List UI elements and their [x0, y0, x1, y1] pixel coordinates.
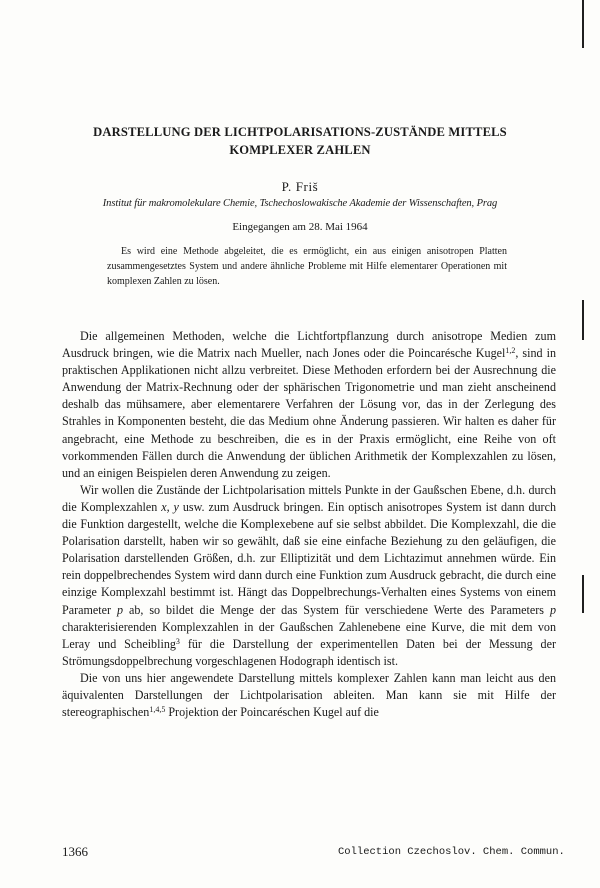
scan-edge-mark-top — [582, 0, 584, 48]
received-date: Eingegangen am 28. Mai 1964 — [232, 221, 368, 233]
author-affiliation: Institut für makromolekulare Chemie, Tschechoslowakische Akademie der Wissenschaften, Prag — [102, 198, 498, 209]
abstract-text: Es wird eine Methode abgeleitet, die es ermöglicht, ein aus einigen anisotropen Platten zusammengesetztes System und andere ähnliche Probleme mit Hilfe elementarer Operationen mit komplexen Zahlen zu lösen. — [107, 246, 507, 287]
paragraph-1-text-b: , sind in praktischen Applikationen nicht allzu verbreitet. Diese Methoden erfordern bei der Ausrechnung die Anwendung der Matrix-Rechnung oder der sphärischen Trigonometrie und man zieht anscheinend deshalb das mühsamere, aber elementarere Verfahren der Lösung vor, das in der Zerlegung des Strahles in Komponenten besteht, die das Medium ohne Änderung passieren. Wir halten es daher für angebracht, eine Methode zu beschreiben, die es in der Praxis ermöglicht, eine Reihe von oft vorkommenden Fällen durch die Anwendung der üblichen Arithmetik der Komplexzahlen zu lösen, und an einigen Beispielen deren Anwendung zu zeigen. — [62, 346, 556, 480]
title-line-1: DARSTELLUNG DER LICHTPOLARISATIONS-ZUSTÄNDE MITTELS — [93, 125, 507, 139]
paragraph-3 — [62, 670, 556, 721]
paragraph-2-text-a: Wir wollen die Zustände der Lichtpolarisation mittels Punkte in der Gaußschen Ebene, d.h. durch die Komplexzahlen — [62, 482, 556, 514]
article-title — [0, 123, 600, 159]
reference-superscript: 3 — [175, 636, 180, 646]
journal-citation: Collection Czechoslov. Chem. Commun. — [338, 846, 565, 858]
title-line-2: KOMPLEXER ZAHLEN — [229, 143, 371, 157]
math-variable-p: p — [549, 602, 556, 617]
math-variables-xy: x, y — [161, 499, 179, 514]
paragraph-3-text-b: Projektion der Poincaréschen Kugel auf die — [165, 705, 379, 720]
body-text — [62, 328, 556, 721]
paragraph-2 — [62, 482, 556, 670]
paragraph-1 — [62, 328, 556, 482]
abstract — [107, 244, 507, 289]
paragraph-1-text-a: Die allgemeinen Methoden, welche die Lichtfortpflanzung durch anisotrope Medien zum Ausdruck bringen, wie die Matrix nach Mueller, nach Jones oder die Poincarésche Kugel — [62, 329, 556, 361]
paragraph-2-text-d: charakterisierenden Komplexzahlen in der Gaußschen Zahlenebene eine Kurve, die mit dem von Leray und Scheibling — [62, 619, 556, 651]
paragraph-2-text-b: usw. zum Ausdruck bringen. Ein optisch anisotropes System ist dann durch die Funktion dargestellt, welche die Komplexebene auf sie selbst abbildet. Die Komplexzahl, die die Polarisation darstellt, haben wir so gewählt, daß sie eine einfache Beziehung zu den geläufigen, die Polarisation darstellenden Größen, d.h. zur Elliptizität und dem Lichtazimut annehmen würde. Ein rein doppelbrechendes System wird dann durch eine Funktion zum Ausdruck gebracht, die durch eine einzige Komplexzahl bestimmt ist. Hängt das Doppelbrechungs-Verhalten eines Systems von einem Parameter — [62, 499, 556, 617]
paragraph-2-text-c: ab, so bildet die Menge der das System für verschiedene Werte des Parameters — [123, 602, 550, 617]
scan-edge-mark-lower — [582, 575, 584, 613]
reference-superscript: 1,4,5 — [149, 705, 166, 715]
scan-edge-mark-middle — [582, 300, 584, 340]
math-variable-p: p — [116, 602, 124, 617]
author-name: P. Friš — [281, 179, 319, 194]
paragraph-2-text-e: für die Darstellung der experimentellen Daten bei der Messung der Strömungsdoppelbrechung vorgeschlagenen Hodograph identisch ist. — [62, 636, 556, 668]
reference-superscript: 1,2 — [505, 346, 516, 356]
page-number: 1366 — [62, 844, 88, 859]
paragraph-3-text-a: Die von uns hier angewendete Darstellung mittels komplexer Zahlen kann man leicht aus den äquivalenten Darstellungen der Lichtpolarisation ableiten. Man kann sie mit Hilfe der stereographischen — [62, 670, 556, 720]
